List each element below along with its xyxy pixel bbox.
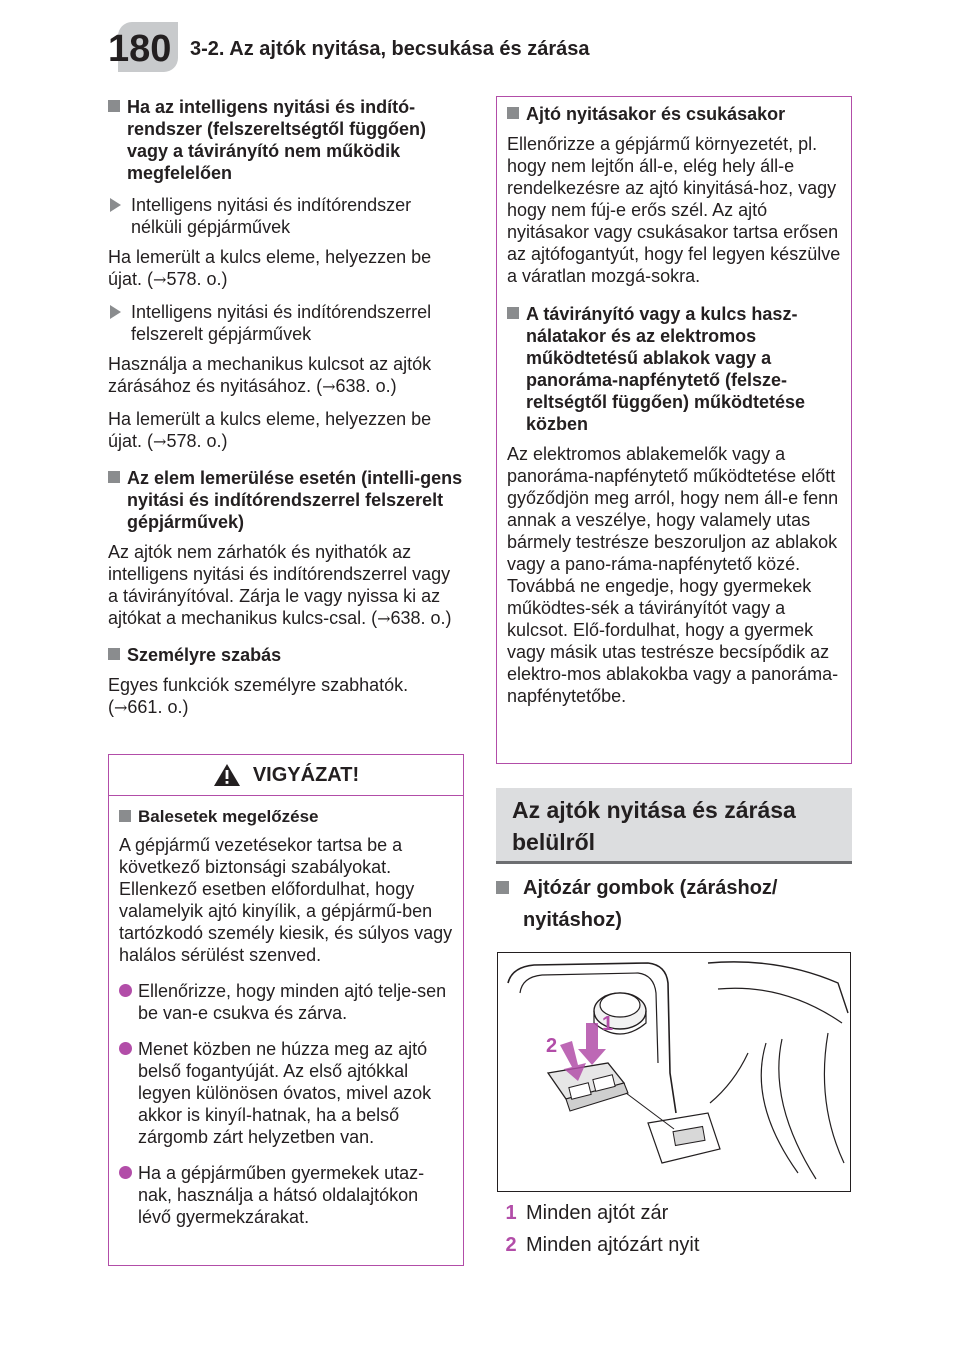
square-bullet-icon — [496, 881, 509, 894]
warning-triangle-icon — [213, 763, 241, 787]
warning-box — [108, 754, 464, 1266]
warning-content — [109, 796, 463, 1228]
dot-bullet-icon — [119, 1042, 132, 1055]
page-header — [0, 0, 960, 88]
warning-bullet: Menet közben ne húzza meg az ajtó belső fogantyúját. Az első ajtókkal legyen különösen óvatos, mivel azok akkor is kinyíl-hatnak, ha a belső zárgomb zárt helyzetben van. — [119, 1038, 453, 1148]
page-reference-link[interactable]: 661. o.) — [127, 697, 189, 717]
warning-bullet: Ha a gépjárműben gyermekek utaz-nak, használja a hátsó oldalajtókon lévő gyermekzárakat. — [119, 1162, 453, 1228]
subheading: Intelligens nyitási és indítórendszer nélküli gépjárművek — [108, 194, 464, 238]
page-reference-link[interactable]: 638. o.) — [390, 608, 452, 628]
square-bullet-icon — [507, 107, 519, 119]
note-heading: A távirányító vagy a kulcs hasz-nálatakor és az elektromos működtetésű ablakok vagy a panoráma-napfénytető (felsze-reltségtől függően) működtetése közben — [507, 303, 841, 435]
warning-bullet: Ellenőrizze, hogy minden ajtó telje-sen be van-e csukva és zárva. — [119, 980, 453, 1024]
page-reference-link[interactable]: 578. o.) — [166, 269, 228, 289]
warning-heading: Balesetek megelőzése — [119, 806, 453, 828]
section-heading: Ha az intelligens nyitási és indító-rendszer (felszereltségtől függően) vagy a távirányító nem működik megfelelően — [108, 96, 464, 184]
legend-item: 2 Minden ajtózárt nyit — [505, 1234, 700, 1256]
door-lock-switch-illustration — [497, 952, 851, 1192]
left-column — [108, 96, 464, 729]
triangle-bullet-icon — [110, 305, 121, 319]
square-bullet-icon — [108, 648, 120, 660]
section-title: Az ajtók nyitása és zárása belülről — [496, 788, 852, 864]
section-heading: Az elem lemerülése esetén (intelli-gens nyitási és indítórendszerrel felszerelt gépjárművek) — [108, 467, 464, 533]
note-heading: Ajtó nyitásakor és csukásakor — [507, 103, 841, 125]
chapter-title: 3-2. Az ajtók nyitása, becsukása és zárása — [190, 38, 590, 60]
square-bullet-icon — [507, 307, 519, 319]
figure-label-2: 2 — [546, 1035, 558, 1057]
page-reference-link[interactable]: 578. o.) — [166, 431, 228, 451]
paragraph: Ha lemerült a kulcs eleme, helyezzen be újat. (→578. o.) — [108, 409, 432, 451]
paragraph: Ha lemerült a kulcs eleme, helyezzen be újat. (→578. o.) — [108, 247, 432, 289]
legend-item: 1 Minden ajtót zár — [505, 1202, 669, 1224]
figure-label-1: 1 — [602, 1013, 614, 1035]
note-paragraph: Ellenőrizze a gépjármű környezetét, pl. hogy nem lejtőn áll-e, elég hely áll-e rendelkezésre az ajtó kinyitásá-hoz, vagy hogy nem fúj-e erős szél. Az ajtó nyitásakor vagy csukásakor tartsa erősen az ajtófogantyút, hogy fel legyen készülve a váratlan mozgá-sokra. — [507, 134, 841, 286]
dot-bullet-icon — [119, 1166, 132, 1179]
warning-title: VIGYÁZAT! — [252, 763, 360, 786]
page-number-tab — [108, 22, 178, 72]
door-lock-heading: Ajtózár gombok (záráshoz/ nyitáshoz) — [496, 872, 852, 936]
paragraph: Egyes funkciók személyre szabhatók. (→661. o.) — [108, 675, 409, 717]
subheading: Intelligens nyitási és indítórendszerrel felszerelt gépjárművek — [108, 301, 464, 345]
square-bullet-icon — [119, 810, 131, 822]
square-bullet-icon — [108, 471, 120, 483]
paragraph: Használja a mechanikus kulcsot az ajtók zárásához és nyitásához. (→638. o.) — [108, 354, 432, 396]
note-paragraph: Az elektromos ablakemelők vagy a panoráma-napfénytető működtetése előtt győződjön meg arról, hogy nem áll-e fenn annak a veszélye, hogy valamely utas bármely testrésze beszoruljon az ablakok vagy a pano-ráma-napfénytető közé. Továbbá ne engedje, hogy gyermekek működtes-sék a távirányítót vagy a kulcsot. Elő-fordulhat, hogy a gyermek vagy másik utas testrésze becsípődik az elektro-mos ablakokba vagy a panoráma-napfénytetőbe. — [507, 444, 839, 706]
square-bullet-icon — [108, 100, 120, 112]
page-reference-link[interactable]: 638. o.) — [335, 376, 397, 396]
warning-text: A gépjármű vezetésekor tartsa be a következő biztonsági szabályokat. Ellenkező esetben előfordulhat, hogy valamelyik ajtó kinyílik, a gépjármű-ben tartózkodó személy kiesik, és súlyos vagy halálos sérülést szenved. — [119, 835, 453, 965]
note-box — [496, 96, 852, 764]
dot-bullet-icon — [119, 984, 132, 997]
illustration-drawing — [498, 953, 851, 1192]
page-number: 180 — [108, 28, 172, 70]
section-heading: Személyre szabás — [108, 644, 464, 666]
warning-title-bar — [109, 755, 463, 796]
paragraph: Az ajtók nem zárhatók és nyithatók az intelligens nyitási és indítórendszerrel vagy a távirányítóval. Zárja le vagy nyissa ki az ajtókat a mechanikus kulcs-csal. (→638. o.) — [108, 542, 452, 628]
triangle-bullet-icon — [110, 198, 121, 212]
